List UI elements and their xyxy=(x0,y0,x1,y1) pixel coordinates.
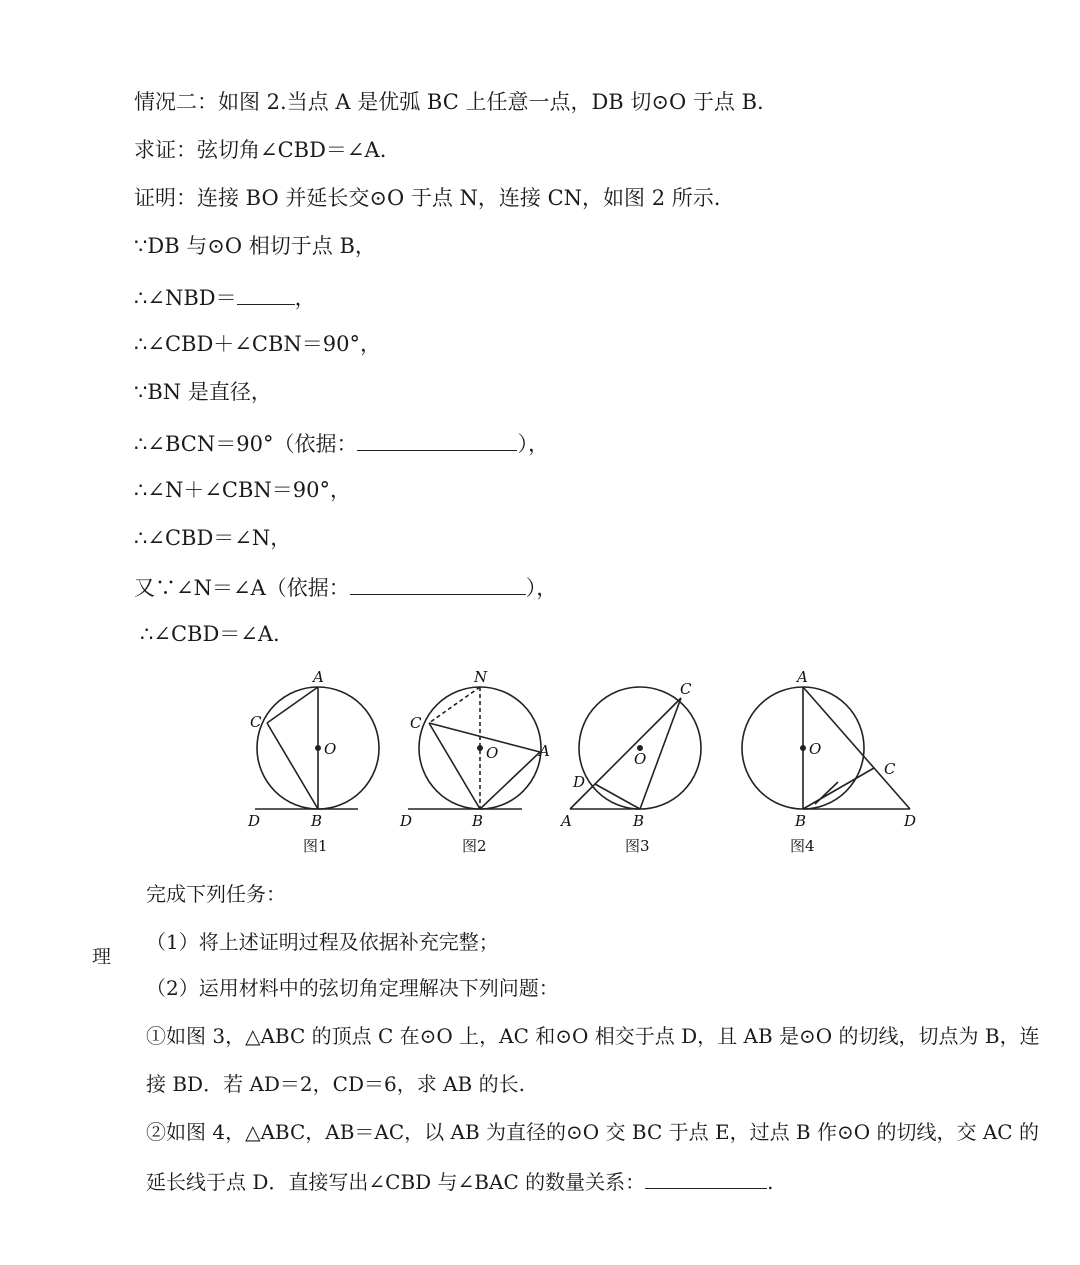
fig1-label-a: A xyxy=(313,668,324,686)
proof-line-conclusion: ∴∠CBD＝∠A. xyxy=(140,622,280,646)
task-1: （1）将上述证明过程及依据补充完整； xyxy=(146,930,499,954)
fig3-label-o: O xyxy=(634,750,647,768)
proof-line-to-prove: 求证：弦切角∠CBD＝∠A. xyxy=(134,138,387,162)
fig2-label-o: O xyxy=(486,744,499,762)
tasks-heading: 完成下列任务： xyxy=(146,882,286,906)
side-margin-mark: 理 xyxy=(92,946,112,968)
bcn-close: ）， xyxy=(517,432,549,456)
proof-line-n-sum: ∴∠N＋∠CBN＝90°， xyxy=(134,478,352,502)
fig2-label-b: B xyxy=(472,812,484,830)
bcn-reason-blank[interactable] xyxy=(357,428,517,451)
fig4-chord-bc xyxy=(803,768,874,809)
fig4-label-a: A xyxy=(797,668,808,686)
proof-line-bcn xyxy=(134,428,549,458)
fig2-center-dot xyxy=(478,746,482,750)
fig1-center-dot xyxy=(316,746,320,750)
nbd-comma: ， xyxy=(294,286,316,310)
figure-4 xyxy=(742,687,910,809)
fig3-label-d: D xyxy=(573,773,586,791)
proof-line-cbd-n: ∴∠CBD＝∠N， xyxy=(134,526,292,550)
question-1-line-1: ①如图 3，△ABC 的顶点 C 在⊙O 上，AC 和⊙O 相交于点 D，且 AB 是⊙O 的切线，切点为 B，连 xyxy=(146,1024,1040,1048)
proof-line-case2: 情况二：如图 2.当点 A 是优弧 BC 上任意一点，DB 切⊙O 于点 B. xyxy=(134,90,764,114)
proof-line-tangent: ∵DB 与⊙O 相切于点 B， xyxy=(134,234,376,258)
fig4-label-c: C xyxy=(884,760,896,778)
question-2-line-1: ②如图 4，△ABC，AB＝AC，以 AB 为直径的⊙O 交 BC 于点 E，过点 B 作⊙O 的切线，交 AC 的 xyxy=(146,1120,1039,1144)
nbd-text: ∴∠NBD＝ xyxy=(134,286,237,310)
fig1-label-o: O xyxy=(324,740,337,758)
proof-line-diameter: ∵BN 是直径， xyxy=(134,380,272,404)
fig3-label-a: A xyxy=(561,812,572,830)
fig3-secant-ac xyxy=(570,698,681,809)
fig1-label-d: D xyxy=(248,812,261,830)
fig4-caption: 图4 xyxy=(790,837,815,855)
fig1-label-b: B xyxy=(311,812,323,830)
proof-line-n-a xyxy=(134,572,557,602)
bcn-text: ∴∠BCN＝90°（依据： xyxy=(134,432,358,456)
fig2-caption: 图2 xyxy=(462,837,487,855)
fig4-label-o: O xyxy=(809,740,822,758)
fig1-label-c: C xyxy=(250,713,262,731)
fig2-label-d: D xyxy=(400,812,413,830)
question-1-line-2: 接 BD．若 AD＝2，CD＝6，求 AB 的长. xyxy=(146,1072,525,1096)
fig4-label-d: D xyxy=(904,812,917,830)
fig2-chord-ca xyxy=(429,723,540,752)
fig2-label-a: A xyxy=(539,742,550,760)
proof-line-sum: ∴∠CBD＋∠CBN＝90°， xyxy=(134,332,381,356)
fig1-caption: 图1 xyxy=(303,837,328,855)
fig3-label-c: C xyxy=(680,680,692,698)
na-reason-blank[interactable] xyxy=(350,572,526,595)
fig2-chord-cb xyxy=(429,723,480,809)
q2-period: . xyxy=(767,1170,774,1194)
na-text: 又∵∠N＝∠A（依据： xyxy=(134,576,350,600)
fig3-caption: 图3 xyxy=(625,837,650,855)
na-close: ）， xyxy=(525,576,558,600)
figures-group xyxy=(240,660,940,860)
q2-answer-blank[interactable] xyxy=(645,1166,767,1189)
fig2-label-n: N xyxy=(474,668,488,686)
fig4-center-dot xyxy=(801,746,805,750)
task-2: （2）运用材料中的弦切角定理解决下列问题： xyxy=(146,976,559,1000)
q2-text: 延长线于点 D．直接写出∠CBD 与∠BAC 的数量关系： xyxy=(146,1170,646,1194)
figure-2 xyxy=(408,687,541,809)
fig1-chord-cb xyxy=(267,723,318,809)
nbd-answer-blank[interactable] xyxy=(237,282,295,305)
question-2-line-2 xyxy=(146,1166,773,1196)
fig3-label-b: B xyxy=(633,812,645,830)
proof-line-nbd xyxy=(134,282,316,312)
figure-3 xyxy=(570,687,701,809)
figure-1 xyxy=(255,687,379,809)
proof-line-construction: 证明：连接 BO 并延长交⊙O 于点 N，连接 CN，如图 2 所示. xyxy=(134,186,721,210)
fig4-label-b: B xyxy=(795,812,807,830)
fig2-label-c: C xyxy=(410,714,422,732)
